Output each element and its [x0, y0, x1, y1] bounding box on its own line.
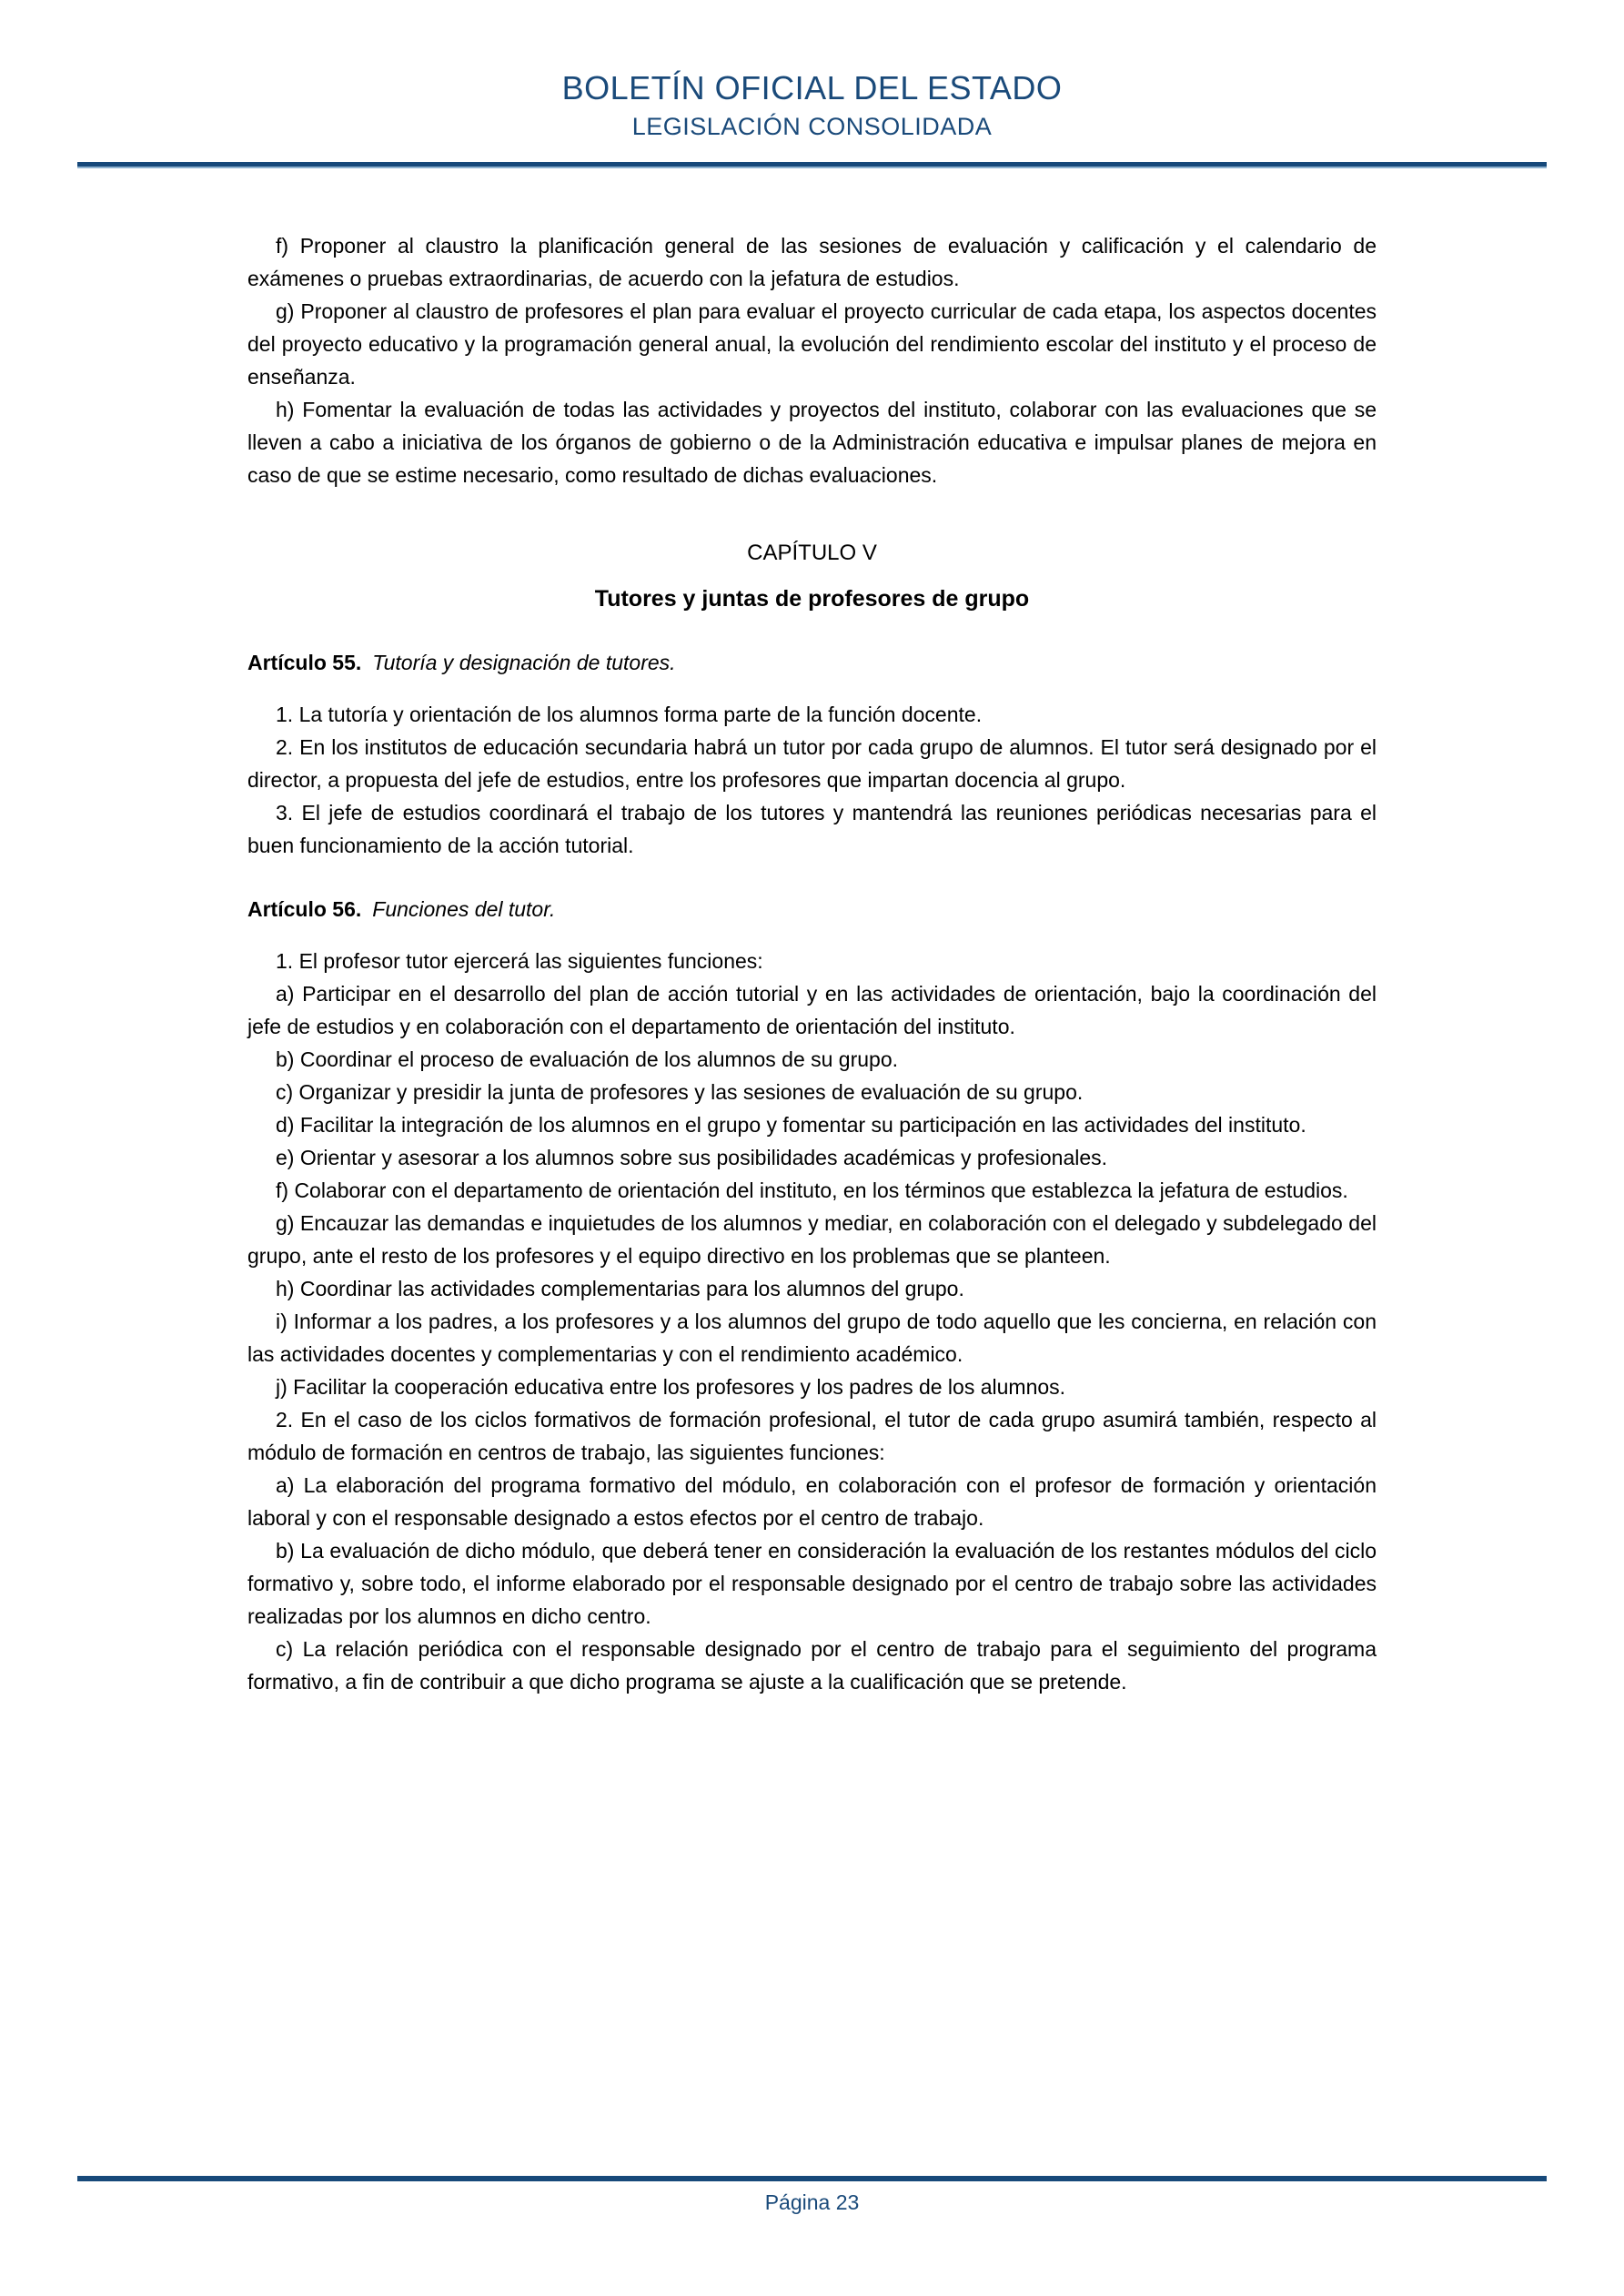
footer-divider [77, 2176, 1547, 2181]
paragraph: 1. El profesor tutor ejercerá las siguientes funciones: [276, 949, 763, 973]
chapter-title: Tutores y juntas de profesores de grupo [594, 586, 1030, 612]
paragraph: b) La evaluación de dicho módulo, que deberá tener en consideración la evaluación de los restantes módulos del ciclo formativo y, sobre todo, el informe elaborado por el responsable designado por el centro de trabajo sobre las actividades realizadas por los alumnos en dicho centro. [247, 1539, 1377, 1628]
page-title: BOLETÍN OFICIAL DEL ESTADO [561, 69, 1063, 106]
article-title: Funciones del tutor. [372, 897, 556, 921]
paragraph: e) Orientar y asesorar a los alumnos sobre sus posibilidades académicas y profesionales. [276, 1146, 1108, 1169]
article-heading [247, 893, 1377, 925]
paragraph: g) Proponer al claustro de profesores el plan para evaluar el proyecto curricular de cada etapa, los aspectos docentes del proyecto educativo y la programación general anual, la evolución del rendimiento escolar del instituto y el proceso de enseñanza. [247, 299, 1377, 389]
paragraph: i) Informar a los padres, a los profesores y a los alumnos del grupo de todo aquello que les concierna, en relación con las actividades docentes y complementarias y con el rendimiento académico. [247, 1310, 1377, 1366]
document-body [247, 229, 1377, 1698]
paragraph: a) Participar en el desarrollo del plan de acción tutorial y en las actividades de orientación, bajo la coordinación del jefe de estudios y en colaboración con el departamento de orientación del instituto. [247, 982, 1377, 1038]
article-number: Artículo 56. [247, 897, 362, 921]
paragraph: f) Colaborar con el departamento de orientación del instituto, en los términos que establezca la jefatura de estudios. [276, 1178, 1348, 1202]
article-title: Tutoría y designación de tutores. [372, 651, 676, 674]
paragraph: a) La elaboración del programa formativo del módulo, en colaboración con el profesor de formación y orientación laboral y con el responsable designado a estos efectos por el centro de trabajo. [247, 1473, 1377, 1530]
header-divider [77, 162, 1547, 167]
paragraph: g) Encauzar las demandas e inquietudes de los alumnos y mediar, en colaboración con el delegado y subdelegado del grupo, ante el resto de los profesores y el equipo directivo en los problemas que se planteen. [247, 1211, 1377, 1268]
paragraph: 2. En el caso de los ciclos formativos de formación profesional, el tutor de cada grupo asumirá también, respecto al módulo de formación en centros de trabajo, las siguientes funciones: [247, 1408, 1377, 1464]
paragraph: d) Facilitar la integración de los alumnos en el grupo y fomentar su participación en las actividades del instituto. [276, 1113, 1306, 1137]
paragraph: f) Proponer al claustro la planificación general de las sesiones de evaluación y calificación y el calendario de exámenes o pruebas extraordinarias, de acuerdo con la jefatura de estudios. [247, 234, 1377, 290]
paragraph: h) Fomentar la evaluación de todas las actividades y proyectos del instituto, colaborar con las evaluaciones que se lleven a cabo a iniciativa de los órganos de gobierno o de la Administración educativa e impulsar planes de mejora en caso de que se estime necesario, como resultado de dichas evaluaciones. [247, 398, 1377, 487]
masthead [0, 69, 1624, 142]
paragraph: j) Facilitar la cooperación educativa entre los profesores y los padres de los alumnos. [276, 1375, 1066, 1399]
paragraph: b) Coordinar el proceso de evaluación de los alumnos de su grupo. [276, 1047, 899, 1071]
paragraph: 1. La tutoría y orientación de los alumnos forma parte de la función docente. [276, 703, 983, 726]
paragraph: h) Coordinar las actividades complementarias para los alumnos del grupo. [276, 1277, 964, 1300]
article-heading [247, 646, 1377, 679]
page-subtitle: LEGISLACIÓN CONSOLIDADA [631, 113, 993, 140]
paragraph: c) Organizar y presidir la junta de profesores y las sesiones de evaluación de su grupo. [276, 1080, 1084, 1104]
article-number: Artículo 55. [247, 651, 362, 674]
paragraph: 3. El jefe de estudios coordinará el trabajo de los tutores y mantendrá las reuniones periódicas necesarias para el buen funcionamiento de la acción tutorial. [247, 801, 1377, 857]
chapter-label: CAPÍTULO V [747, 541, 877, 565]
page-number: Página 23 [764, 2190, 860, 2214]
paragraph: c) La relación periódica con el responsable designado por el centro de trabajo para el seguimiento del programa formativo, a fin de contribuir a que dicho programa se ajuste a la cualificación que se pretende. [247, 1637, 1377, 1694]
paragraph: 2. En los institutos de educación secundaria habrá un tutor por cada grupo de alumnos. El tutor será designado por el director, a propuesta del jefe de estudios, entre los profesores que impartan docencia al grupo. [247, 735, 1377, 792]
